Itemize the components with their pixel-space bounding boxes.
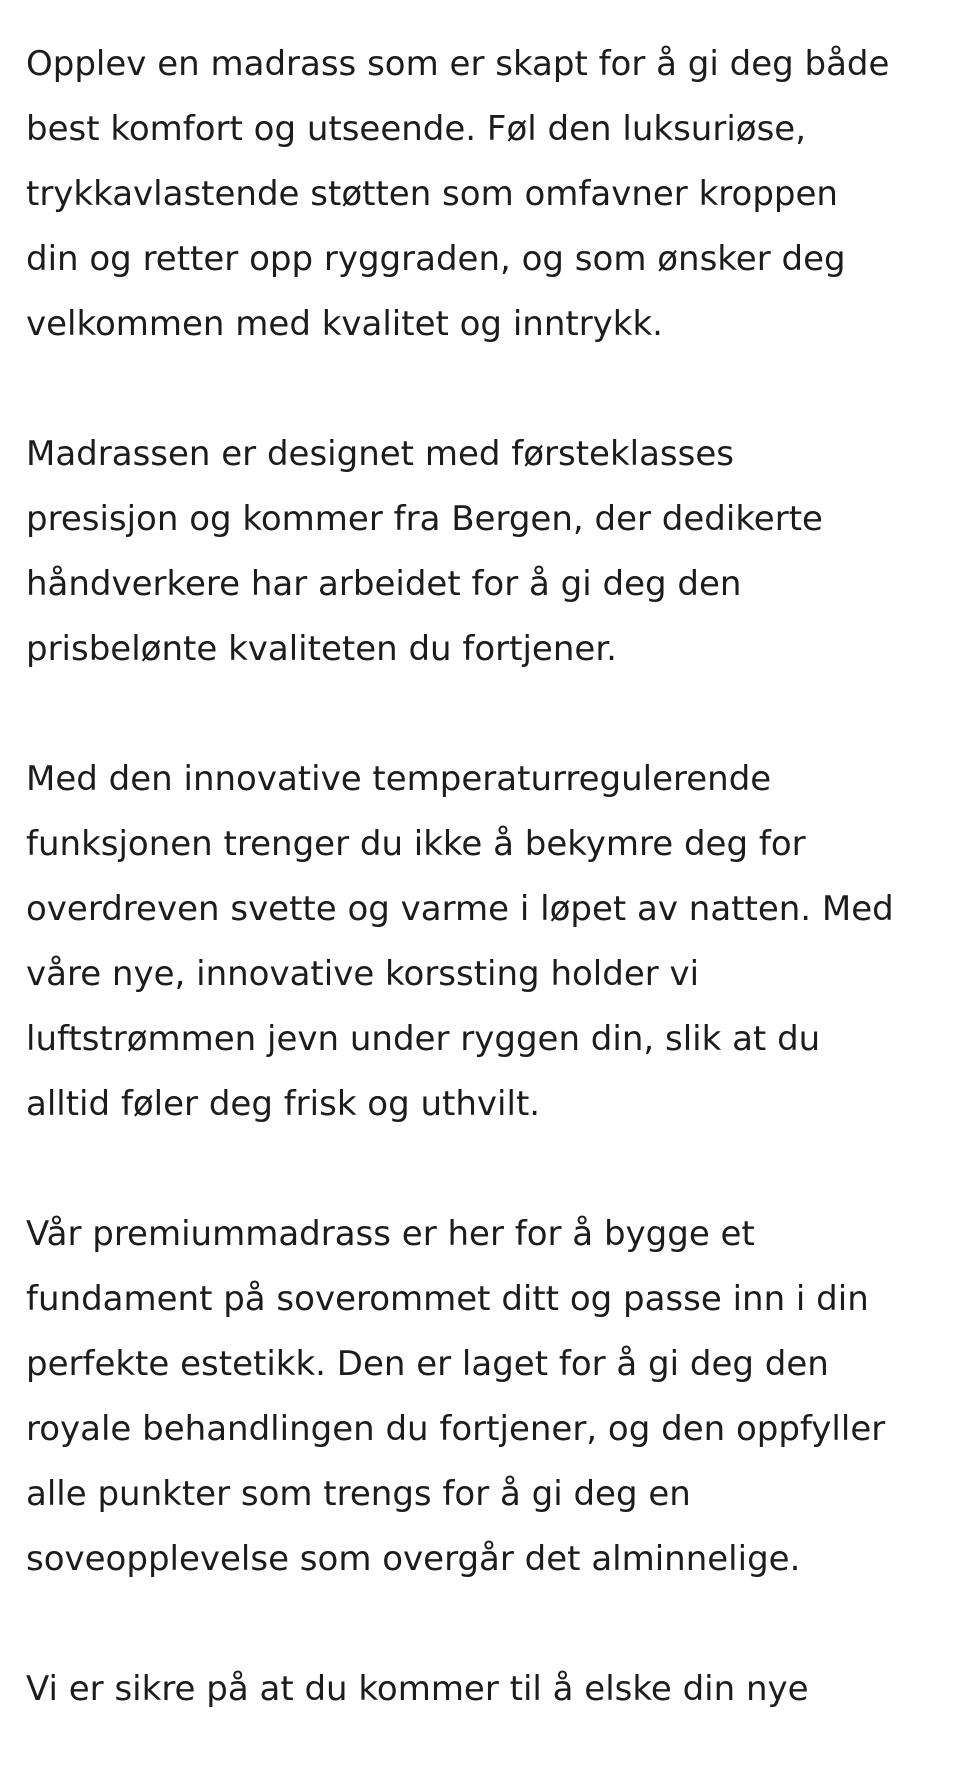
text-line: Madrassen er designet med førsteklasses <box>26 434 734 474</box>
text-line: funksjonen trenger du ikke å bekymre deg for <box>26 824 806 864</box>
paragraph-2 <box>26 422 946 682</box>
text-line: våre nye, innovative korssting holder vi <box>26 954 700 994</box>
text-line: Opplev en madrass som er skapt for å gi deg både <box>26 44 890 84</box>
text-line: alltid føler deg frisk og uthvilt. <box>26 1084 541 1124</box>
text-line: luftstrømmen jevn under ryggen din, slik at du <box>26 1019 821 1059</box>
paragraph-3 <box>26 747 946 1137</box>
text-line: prisbelønte kvaliteten du fortjener. <box>26 629 617 669</box>
text-line: alle punkter som trengs for å gi deg en <box>26 1474 691 1514</box>
text-line: trykkavlastende støtten som omfavner kroppen <box>26 174 838 214</box>
text-line: fundament på soverommet ditt og passe inn i din <box>26 1279 869 1319</box>
text-line: royale behandlingen du fortjener, og den oppfyller <box>26 1409 886 1449</box>
paragraph-1 <box>26 32 946 357</box>
text-line: din og retter opp ryggraden, og som ønsker deg <box>26 239 846 279</box>
text-line: presisjon og kommer fra Bergen, der dedikerte <box>26 499 823 539</box>
text-line: overdreven svette og varme i løpet av natten. Med <box>26 889 894 929</box>
paragraph-5 <box>26 1657 946 1722</box>
article-body <box>26 32 946 1787</box>
text-line: håndverkere har arbeidet for å gi deg den <box>26 564 742 604</box>
text-line: soveopplevelse som overgår det alminnelige. <box>26 1539 801 1579</box>
text-line: velkommen med kvalitet og inntrykk. <box>26 304 663 344</box>
text-line: Vår premiummadrass er her for å bygge et <box>26 1214 755 1254</box>
paragraph-4 <box>26 1202 946 1592</box>
text-line: Med den innovative temperaturregulerende <box>26 759 772 799</box>
text-line: best komfort og utseende. Føl den luksuriøse, <box>26 109 807 149</box>
text-line: Vi er sikre på at du kommer til å elske din nye <box>26 1669 809 1709</box>
text-line: perfekte estetikk. Den er laget for å gi deg den <box>26 1344 829 1384</box>
